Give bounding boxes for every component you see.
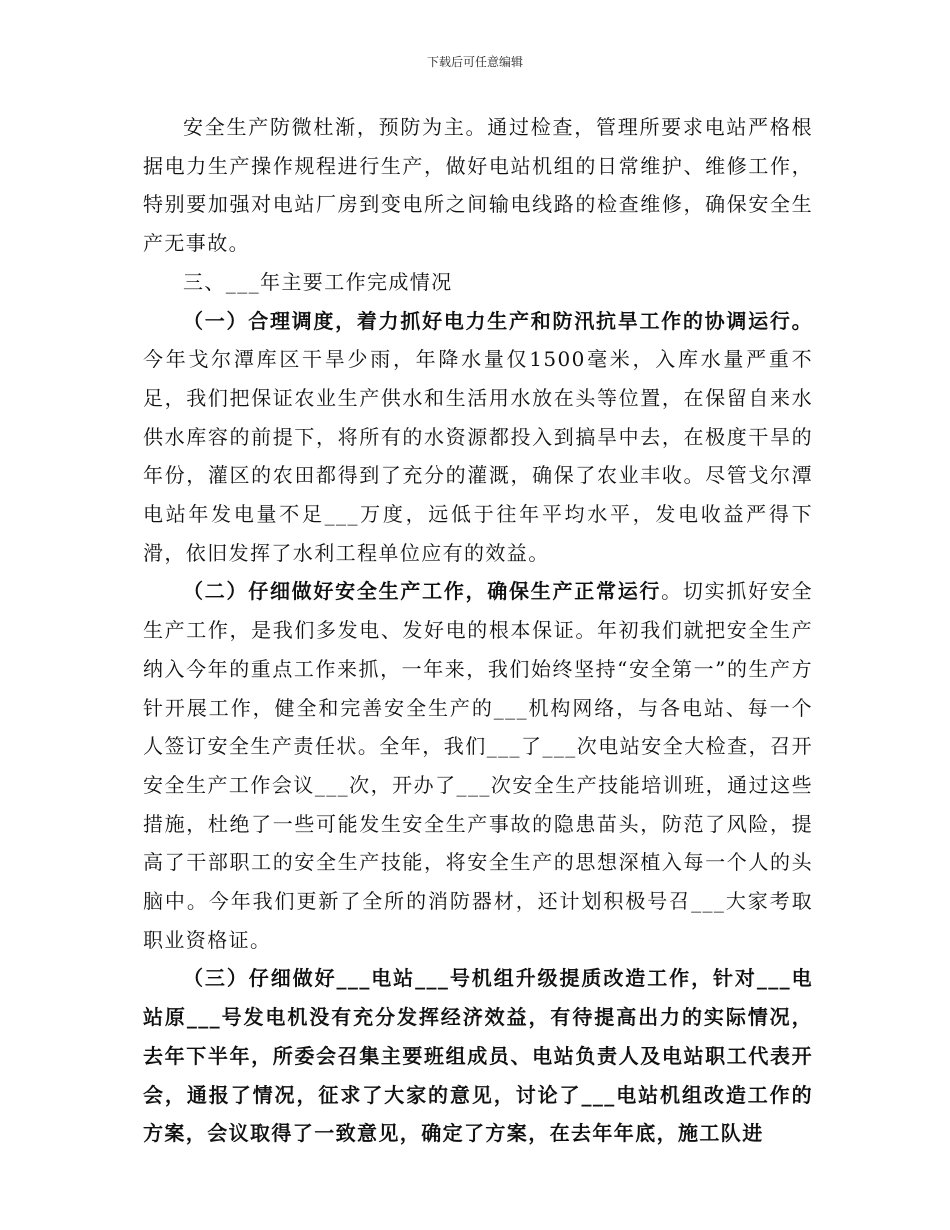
page-header: 下载后可任意编辑 <box>426 55 523 69</box>
item-2-body: 。切实抓好安全生产工作，是我们多发电、发好电的根本保证。年初我们就把安全生产纳入今年的重点工作来抓，一年来，我们始终坚持“安全第一”的生产方针开展工作，健全和完善安全生产的___机构网络，与各电站、每一个人签订安全生产责任状。全年，我们___了___次电站安全大检查，召开安全生产工作会议___次，开办了___次安全生产技能培训班，通过这些措施，杜绝了一些可能发生安全生产事故的隐患苗头，防范了风险，提高了干部职工的安全生产技能，将安全生产的思想深植入每一个人的头脑中。今年我们更新了全所的消防器材，还计划积极号召___大家考取职业资格证。 <box>143 579 813 952</box>
paragraph-item-3: （三）仔细做好___电站___号机组升级提质改造工作，针对___电站原___号发电机没有充分发挥经济效益，有待提高出力的实际情况，去年下半年，所委会召集主要班组成员、电站负责人及电站职工代表开会，通报了情况，征求了大家的意见，讨论了___电站机组改造工作的方案，会议取得了一致意见，确定了方案，在去年年底，施工队进 <box>143 966 813 1146</box>
item-1-title: （一）合理调度，着力抓好电力生产和防汛抗旱工作的协调运行。 <box>183 308 813 333</box>
section-heading: 三、___年主要工作完成情况 <box>183 269 453 294</box>
paragraph-safety: 安全生产防微杜渐，预防为主。通过检查，管理所要求电站严格根据电力生产操作规程进行生产，做好电站机组的日常维护、维修工作，特别要加强对电站厂房到变电所之间输电线路的检查维修，确保安全生产无事故。 <box>143 115 813 256</box>
paragraph-item-1 <box>143 302 813 573</box>
item-2-title: （二）仔细做好安全生产工作，确保生产正常运行 <box>183 579 662 604</box>
item-1-body: 今年戈尔潭库区干旱少雨，年降水量仅1500毫米，入库水量严重不足，我们把保证农业生产供水和生活用水放在头等位置，在保留自来水供水库容的前提下，将所有的水资源都投入到搞旱中去，在极度干旱的年份，灌区的农田都得到了充分的灌溉，确保了农业丰收。尽管戈尔潭电站年发电量不足___万度，远低于往年平均水平，发电收益严得下滑，依旧发挥了水利工程单位应有的效益。 <box>143 347 813 565</box>
paragraph-item-2 <box>143 572 813 959</box>
document-body <box>143 108 813 1153</box>
